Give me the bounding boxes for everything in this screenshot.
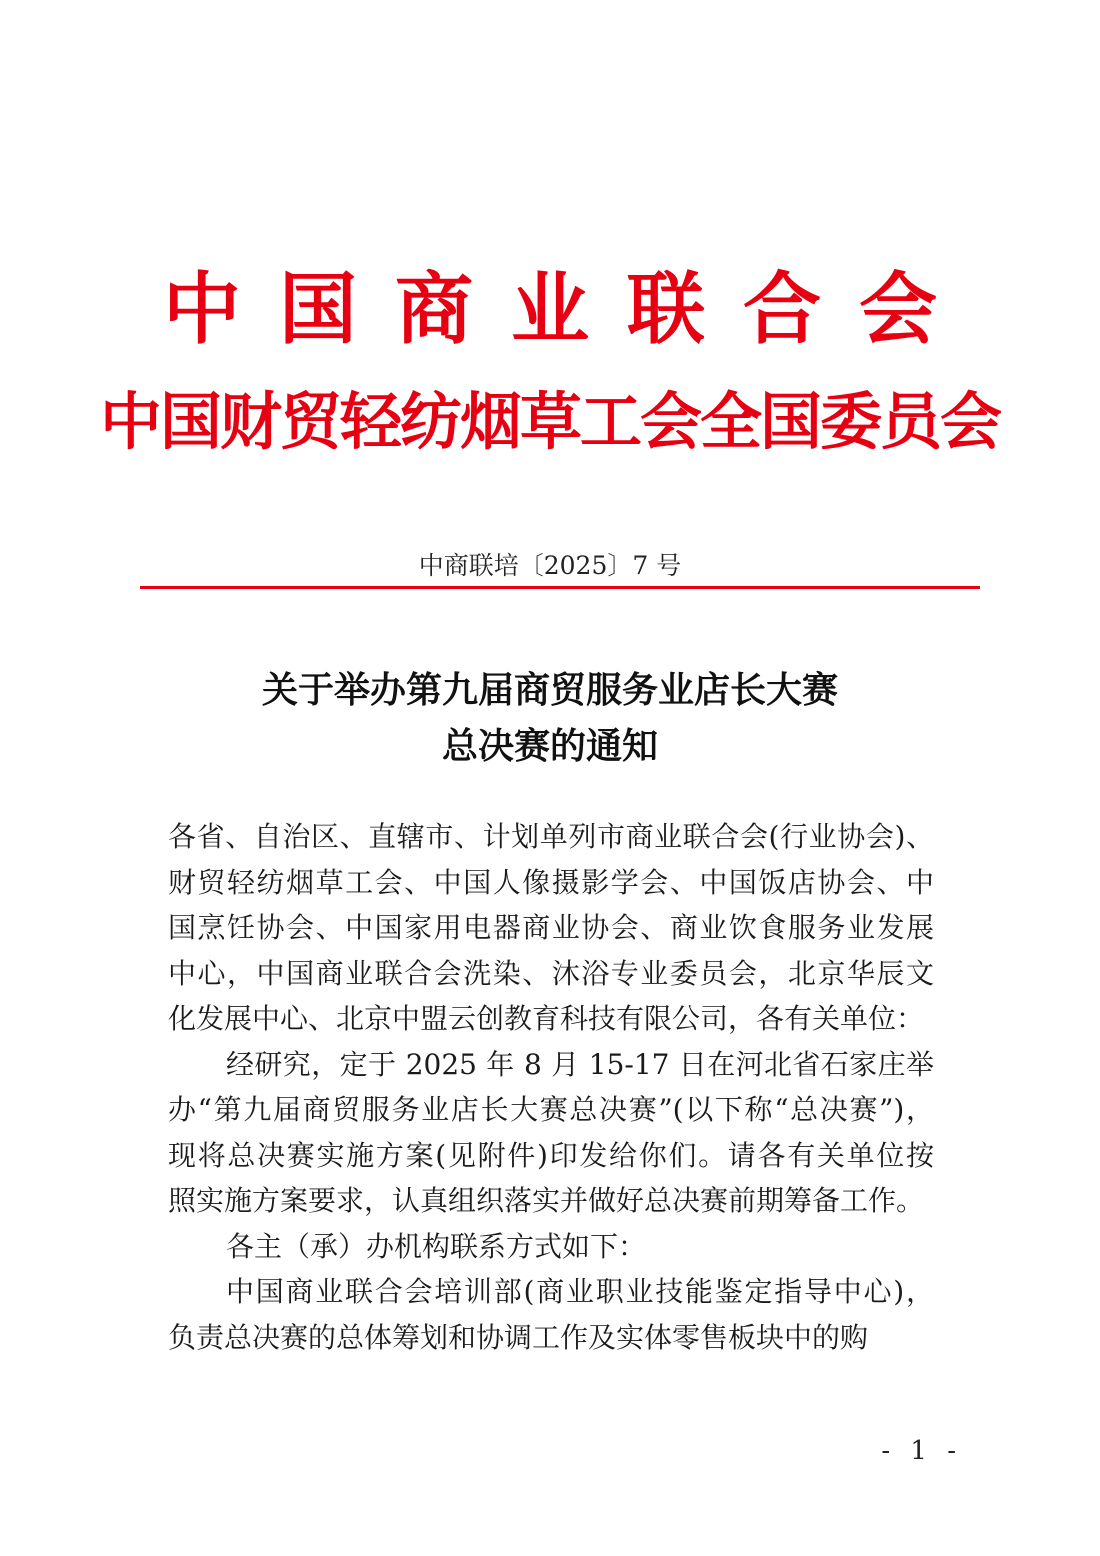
addressee-line: 化发展中心、北京中盟云创教育科技有限公司，各有关单位： xyxy=(168,1002,925,1035)
notice-body xyxy=(168,814,934,1360)
contacts-intro: 各主（承）办机构联系方式如下： xyxy=(226,1229,647,1263)
notice-title xyxy=(0,662,1100,774)
paragraph-line: 照实施方案要求，认真组织落实并做好总决赛前期筹备工作。 xyxy=(168,1184,925,1217)
paragraph-line: 经研究，定于 2025 年 8 月 15-17 日在河北省石家庄举 xyxy=(226,1047,934,1081)
red-divider xyxy=(140,586,980,589)
addressee-line: 各省、自治区、直辖市、计划单列市商业联合会(行业协会)、 xyxy=(168,820,934,853)
addressee-line: 中心，中国商业联合会洗染、沐浴专业委员会，北京华辰文 xyxy=(168,956,934,990)
paragraph-line: 中国商业联合会培训部(商业职业技能鉴定指导中心)， xyxy=(226,1275,934,1308)
org-name-primary: 中国商业联合会 xyxy=(162,265,975,355)
page-number: - 1 - xyxy=(881,1436,962,1466)
document-number: 中商联培〔2025〕7 号 xyxy=(418,551,682,580)
addressee-line: 国烹饪协会、中国家用电器商业协会、商业饮食服务业发展 xyxy=(168,911,934,944)
paragraph-line: 办“第九届商贸服务业店长大赛总决赛”(以下称“总决赛”)， xyxy=(168,1093,934,1126)
org-name-secondary: 中国财贸轻纺烟草工会全国委员会 xyxy=(99,385,1000,458)
addressee-line: 财贸轻纺烟草工会、中国人像摄影学会、中国饭店协会、中 xyxy=(168,865,934,899)
notice-title-line-1: 关于举办第九届商贸服务业店长大赛 xyxy=(261,669,838,711)
notice-title-line-2: 总决赛的通知 xyxy=(441,725,658,767)
paragraph-line: 负责总决赛的总体筹划和协调工作及实体零售板块中的购 xyxy=(168,1320,869,1354)
paragraph-line: 现将总决赛实施方案(见附件)印发给你们。请各有关单位按 xyxy=(168,1138,934,1172)
